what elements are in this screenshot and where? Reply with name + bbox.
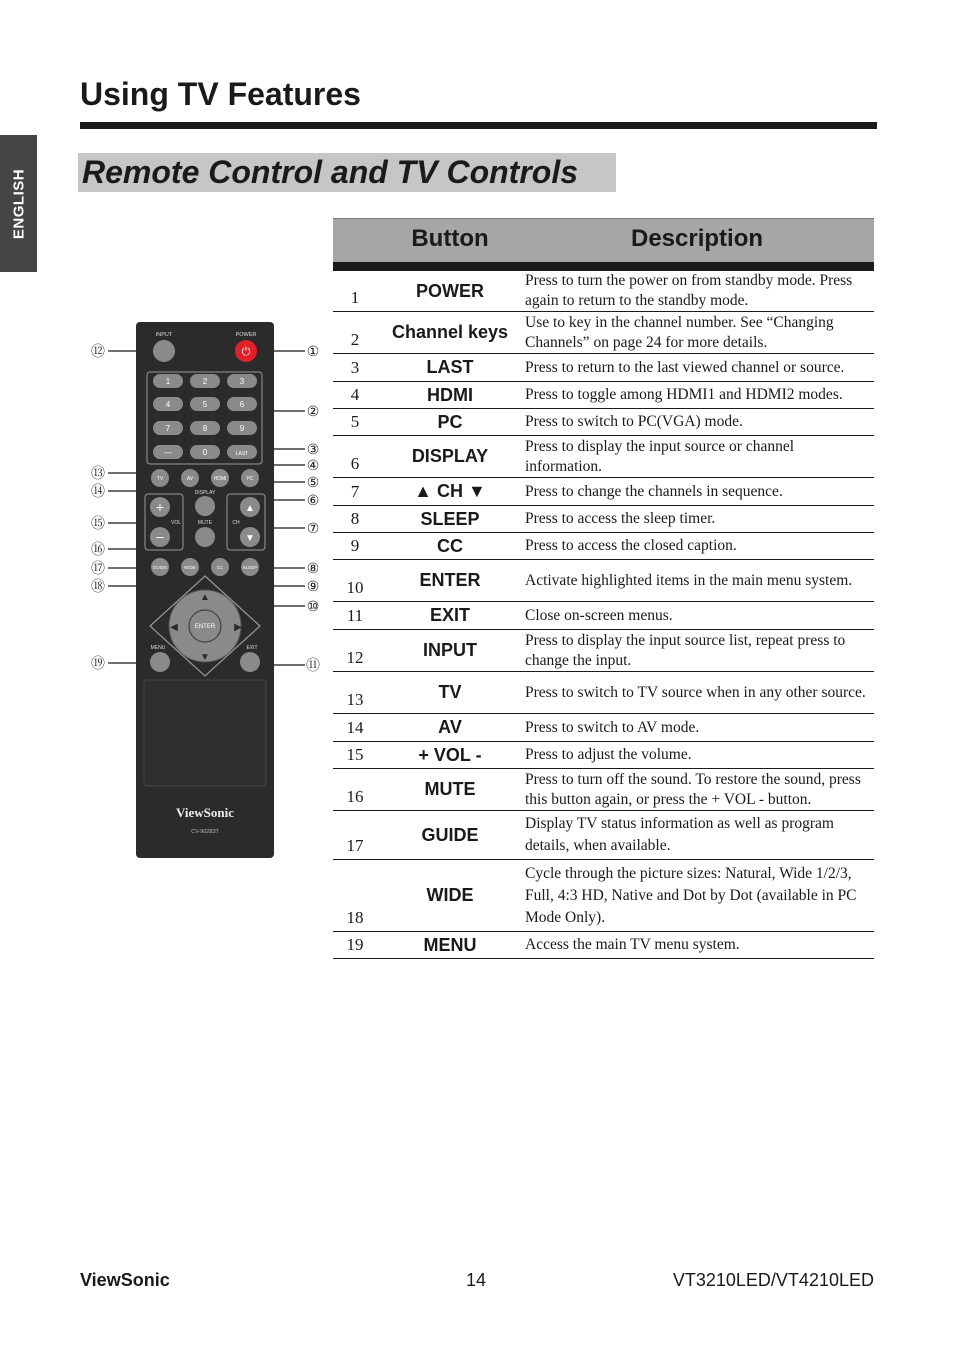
- enter-label: ENTER: [194, 624, 216, 630]
- table-row: [333, 860, 874, 932]
- row-description: Press to toggle among HDMI1 and HDMI2 modes.: [525, 386, 843, 403]
- cc-label: CC: [216, 565, 224, 570]
- row-number: 7: [350, 482, 360, 501]
- row-button-name: POWER: [415, 280, 484, 301]
- row-description: Press to switch to AV mode.: [525, 718, 700, 736]
- row-number: 11: [346, 606, 364, 625]
- guide-label: GUIDE: [152, 565, 168, 570]
- header-button: Button: [411, 225, 489, 252]
- callout-2: ②: [306, 403, 320, 419]
- remote-control-illustration: [80, 318, 330, 863]
- table-row: [333, 382, 874, 409]
- footer-model: VT3210LED/VT4210LED: [672, 1270, 874, 1290]
- down-arrow-icon: ▼: [245, 533, 255, 544]
- table-row: [333, 436, 874, 478]
- section-title: Remote Control and TV Controls: [82, 154, 578, 190]
- row-button-name: EXIT: [429, 605, 470, 625]
- plus-icon: +: [155, 499, 165, 515]
- input-button[interactable]: [153, 340, 175, 362]
- callout-11: ⑪: [306, 657, 320, 673]
- display-label: DISPLAY: [194, 490, 216, 496]
- row-description: Activate highlighted items in the main menu system.: [525, 571, 853, 589]
- av-label: AV: [186, 476, 194, 482]
- table-row: [333, 533, 874, 560]
- table-row: [333, 811, 874, 860]
- row-description: Cycle through the picture sizes: Natural, Wide 1/2/3, Full, 4:3 HD, Native and Dot by Dot (available in PC Mode Only).: [525, 864, 857, 926]
- vol-label: VOL: [170, 520, 182, 526]
- number-key-label: 6: [239, 400, 245, 409]
- power-label: POWER: [235, 332, 257, 338]
- row-button-name: MUTE: [424, 779, 476, 799]
- button-table: [333, 271, 874, 959]
- pc-label: PC: [246, 476, 254, 482]
- row-button-name: PC: [437, 411, 463, 432]
- wide-label: WIDE: [184, 565, 196, 570]
- row-description: Close on-screen menus.: [525, 606, 673, 624]
- row-button-name: INPUT: [423, 640, 477, 660]
- header-description: Description: [630, 225, 764, 252]
- tv-label: TV: [156, 476, 164, 482]
- footer-brand: ViewSonic: [80, 1270, 170, 1290]
- row-description: Press to access the sleep timer.: [525, 510, 716, 527]
- row-button-name: TV: [438, 682, 462, 702]
- row-number: 14: [346, 718, 364, 737]
- row-description: Press to turn the power on from standby mode. Press again to return to the standby mode.: [525, 272, 853, 309]
- row-button-name: GUIDE: [421, 824, 479, 845]
- table-row: [333, 932, 874, 959]
- table-header-bar: [333, 262, 874, 271]
- language-tab: [0, 135, 37, 272]
- number-key-label: 2: [202, 377, 208, 386]
- callout-3: ③: [306, 441, 320, 457]
- nav-right-icon[interactable]: ▶: [234, 622, 242, 633]
- row-button-name: SLEEP: [420, 508, 480, 529]
- power-icon: ⏻: [241, 346, 251, 358]
- table-row: [333, 560, 874, 602]
- row-description: Press to return to the last viewed channel or source.: [525, 358, 845, 376]
- mute-button[interactable]: [195, 527, 215, 547]
- hdmi-label: HDMI: [213, 476, 227, 482]
- menu-button[interactable]: [150, 652, 170, 672]
- row-number: 9: [350, 536, 360, 555]
- table-row: [333, 354, 874, 382]
- callout-19: ⑲: [91, 655, 105, 671]
- table-row: [333, 769, 874, 811]
- row-description: Press to display the input source list, repeat press to change the input.: [525, 631, 846, 669]
- row-button-name: MENU: [423, 934, 477, 955]
- table-row: [333, 506, 874, 533]
- row-button-name: + VOL -: [418, 744, 482, 765]
- title-divider: [80, 122, 877, 129]
- number-key-label: —: [164, 448, 172, 457]
- row-button-name: ENTER: [419, 570, 481, 590]
- row-number: 12: [346, 648, 364, 667]
- row-button-name: CC: [437, 535, 463, 556]
- remote-model: CV-90283T: [191, 829, 219, 835]
- number-key-label: 3: [239, 377, 245, 386]
- row-button-name: HDMI: [427, 384, 473, 405]
- nav-up-icon[interactable]: ▲: [200, 592, 210, 603]
- row-number: 17: [346, 836, 364, 855]
- language-tab-label: ENGLISH: [10, 168, 27, 239]
- callout-6: ⑥: [306, 492, 320, 508]
- row-description: Press to change the channels in sequence.: [525, 482, 783, 500]
- callout-8: ⑧: [306, 560, 320, 576]
- number-key-label: 4: [165, 400, 171, 409]
- table-row: [333, 742, 874, 769]
- row-description: Use to key in the channel number. See “Changing Channels” on page 24 for more details.: [525, 313, 834, 351]
- row-description: Press to turn off the sound. To restore the sound, press this button again, or press the + VOL - button.: [525, 770, 861, 808]
- row-number: 2: [350, 330, 360, 349]
- table-row: [333, 271, 874, 312]
- row-button-name: ▲ CH ▼: [414, 481, 486, 501]
- mute-label: MUTE: [197, 520, 213, 526]
- ch-label: CH: [232, 520, 240, 526]
- row-number: 1: [350, 288, 360, 307]
- page-title: Using TV Features: [80, 76, 361, 112]
- table-row: [333, 312, 874, 354]
- table-row: [333, 714, 874, 742]
- remote-lower-panel: [144, 680, 266, 786]
- row-number: 18: [346, 908, 364, 927]
- table-row: [333, 478, 874, 506]
- row-number: 3: [350, 358, 360, 377]
- table-header: [333, 218, 874, 262]
- row-number: 19: [346, 935, 364, 954]
- callout-5: ⑤: [306, 474, 320, 490]
- callout-1: ①: [306, 343, 320, 359]
- row-number: 13: [346, 690, 364, 709]
- exit-label: EXIT: [246, 645, 258, 651]
- row-number: 8: [350, 509, 360, 528]
- callout-12: ⑫: [91, 343, 105, 359]
- row-button-name: LAST: [426, 357, 474, 377]
- callout-18: ⑱: [91, 578, 105, 594]
- up-arrow-icon: ▲: [245, 503, 255, 514]
- remote-brand: ViewSonic: [175, 805, 235, 820]
- exit-button[interactable]: [240, 652, 260, 672]
- row-number: 15: [346, 745, 364, 764]
- number-key-label: 5: [202, 400, 208, 409]
- number-key-label: 7: [165, 424, 171, 433]
- callout-9: ⑨: [306, 578, 320, 594]
- row-description: Press to switch to TV source when in any other source.: [525, 683, 866, 701]
- callout-15: ⑮: [91, 515, 105, 531]
- table-row: [333, 602, 874, 630]
- nav-left-icon[interactable]: ◀: [170, 622, 178, 633]
- row-description: Press to access the closed caption.: [525, 537, 737, 554]
- row-button-name: Channel keys: [391, 322, 509, 342]
- row-description: Display TV status information as well as program details, when available.: [525, 815, 834, 854]
- row-number: 10: [346, 578, 364, 597]
- row-description: Press to adjust the volume.: [525, 746, 692, 763]
- nav-down-icon[interactable]: ▼: [200, 652, 210, 663]
- input-label: INPUT: [155, 332, 173, 338]
- number-key-label: 0: [202, 448, 208, 457]
- row-number: 6: [350, 454, 360, 473]
- display-button[interactable]: [195, 496, 215, 516]
- sleep-label: SLEEP: [242, 565, 258, 570]
- row-description: Access the main TV menu system.: [525, 936, 740, 953]
- number-key-label: 8: [202, 424, 208, 433]
- callout-16: ⑯: [91, 541, 105, 557]
- minus-icon: –: [156, 528, 164, 544]
- row-description: Press to switch to PC(VGA) mode.: [525, 413, 743, 430]
- menu-label: MENU: [150, 645, 166, 651]
- number-key-label: LAST: [235, 451, 249, 457]
- number-key-label: 9: [239, 424, 245, 433]
- callout-14: ⑭: [91, 483, 105, 499]
- callout-10: ⑩: [306, 598, 320, 614]
- row-number: 5: [350, 412, 360, 431]
- number-key-label: 1: [165, 377, 171, 386]
- row-button-name: AV: [438, 717, 462, 737]
- table-row: [333, 409, 874, 436]
- table-row: [333, 630, 874, 672]
- callout-17: ⑰: [91, 560, 105, 576]
- callout-4: ④: [306, 457, 320, 473]
- row-button-name: WIDE: [426, 885, 474, 905]
- row-description: Press to display the input source or channel information.: [525, 437, 795, 475]
- row-number: 4: [350, 385, 360, 404]
- footer-page-number: 14: [466, 1270, 487, 1290]
- row-number: 16: [346, 787, 364, 806]
- table-row: [333, 672, 874, 714]
- callout-7: ⑦: [306, 520, 320, 536]
- callout-13: ⑬: [91, 465, 105, 481]
- row-button-name: DISPLAY: [411, 446, 489, 466]
